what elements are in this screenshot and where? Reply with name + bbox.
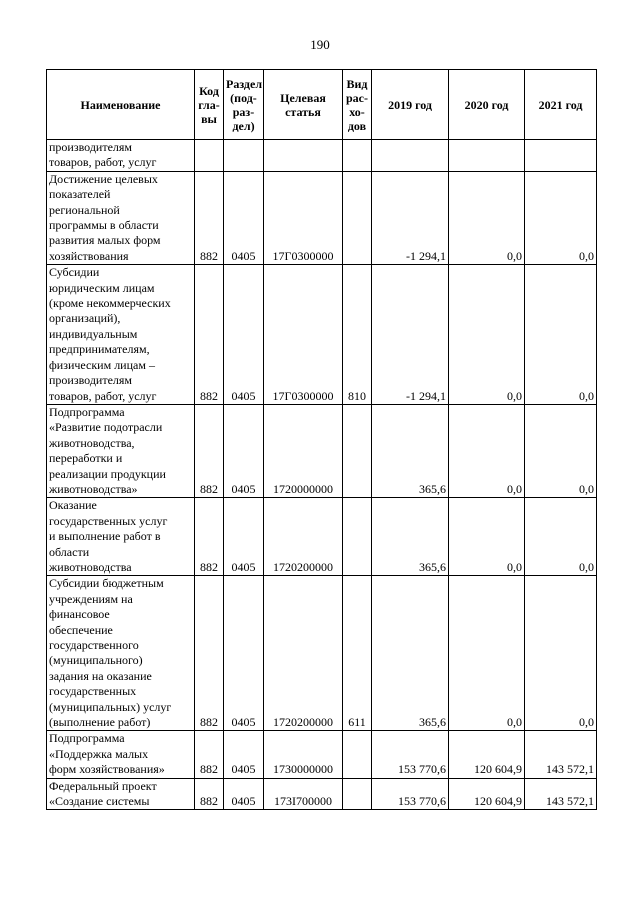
row-expense-type [343,731,372,778]
row-2019: -1 294,1 [372,171,449,264]
table-row [47,265,597,405]
row-code: 882 [195,778,224,810]
row-2019: -1 294,1 [372,265,449,405]
row-2019: 365,6 [372,576,449,731]
row-2020: 0,0 [449,265,525,405]
row-expense-type [343,171,372,264]
header-section: Раздел (под- раз- дел) [224,70,264,140]
header-name: Наименование [47,70,195,140]
row-code: 882 [195,576,224,731]
table-row [47,498,597,576]
row-2021 [525,140,597,172]
row-2021: 0,0 [525,576,597,731]
row-name: Федеральный проект «Создание системы [47,778,195,810]
row-article: 1730000000 [264,731,343,778]
row-article [264,140,343,172]
table-row [47,140,597,172]
row-2020: 0,0 [449,576,525,731]
row-name: Подпрограмма «Поддержка малых форм хозяйствования» [47,731,195,778]
row-article: 1720200000 [264,576,343,731]
row-name: Субсидии юридическим лицам (кроме некоммерческих организаций), индивидуальным предпринимателям, физическим лицам – производителям товаров, работ, услуг [47,265,195,405]
row-code: 882 [195,171,224,264]
row-2020: 120 604,9 [449,778,525,810]
row-name: производителям товаров, работ, услуг [47,140,195,172]
row-2021: 0,0 [525,404,597,497]
row-name: Подпрограмма «Развитие подотрасли животноводства, переработки и реализации продукции животноводства» [47,404,195,497]
page-number: 190 [310,37,330,52]
table-row [47,731,597,778]
row-section: 0405 [224,778,264,810]
row-2021: 0,0 [525,265,597,405]
row-2019: 153 770,6 [372,731,449,778]
row-code: 882 [195,731,224,778]
row-2019: 153 770,6 [372,778,449,810]
row-expense-type: 611 [343,576,372,731]
table-row [47,778,597,810]
row-code: 882 [195,498,224,576]
table-row [47,576,597,731]
row-section: 0405 [224,404,264,497]
row-2019: 365,6 [372,498,449,576]
row-expense-type [343,778,372,810]
row-code [195,140,224,172]
row-2021: 0,0 [525,498,597,576]
row-expense-type [343,404,372,497]
row-2020: 0,0 [449,404,525,497]
row-article: 17Г0300000 [264,265,343,405]
header-article: Целевая статья [264,70,343,140]
row-article: 1720000000 [264,404,343,497]
row-2019 [372,140,449,172]
header-2020: 2020 год [449,70,525,140]
row-2021: 0,0 [525,171,597,264]
row-section: 0405 [224,731,264,778]
row-name: Субсидии бюджетным учреждениям на финансовое обеспечение государственного (муниципального) задания на оказание государственных (муниципальных) услуг (выполнение работ) [47,576,195,731]
row-2020 [449,140,525,172]
row-2020: 0,0 [449,498,525,576]
header-2019: 2019 год [372,70,449,140]
row-name: Достижение целевых показателей региональной программы в области развития малых форм хозяйствования [47,171,195,264]
row-article: 17Г0300000 [264,171,343,264]
header-expense-type: Вид рас- хо- дов [343,70,372,140]
row-code: 882 [195,404,224,497]
row-section: 0405 [224,265,264,405]
row-section: 0405 [224,171,264,264]
row-code: 882 [195,265,224,405]
row-2021: 143 572,1 [525,778,597,810]
row-article: 1720200000 [264,498,343,576]
row-expense-type [343,498,372,576]
table-row [47,171,597,264]
row-section: 0405 [224,498,264,576]
budget-table [46,69,597,810]
row-2020: 120 604,9 [449,731,525,778]
row-expense-type [343,140,372,172]
row-2020: 0,0 [449,171,525,264]
header-code: Код гла- вы [195,70,224,140]
row-expense-type: 810 [343,265,372,405]
row-section [224,140,264,172]
header-2021: 2021 год [525,70,597,140]
row-section: 0405 [224,576,264,731]
table-row [47,404,597,497]
row-article: 173I700000 [264,778,343,810]
row-2021: 143 572,1 [525,731,597,778]
row-name: Оказание государственных услуг и выполнение работ в области животноводства [47,498,195,576]
row-2019: 365,6 [372,404,449,497]
table-header-row [47,70,597,140]
